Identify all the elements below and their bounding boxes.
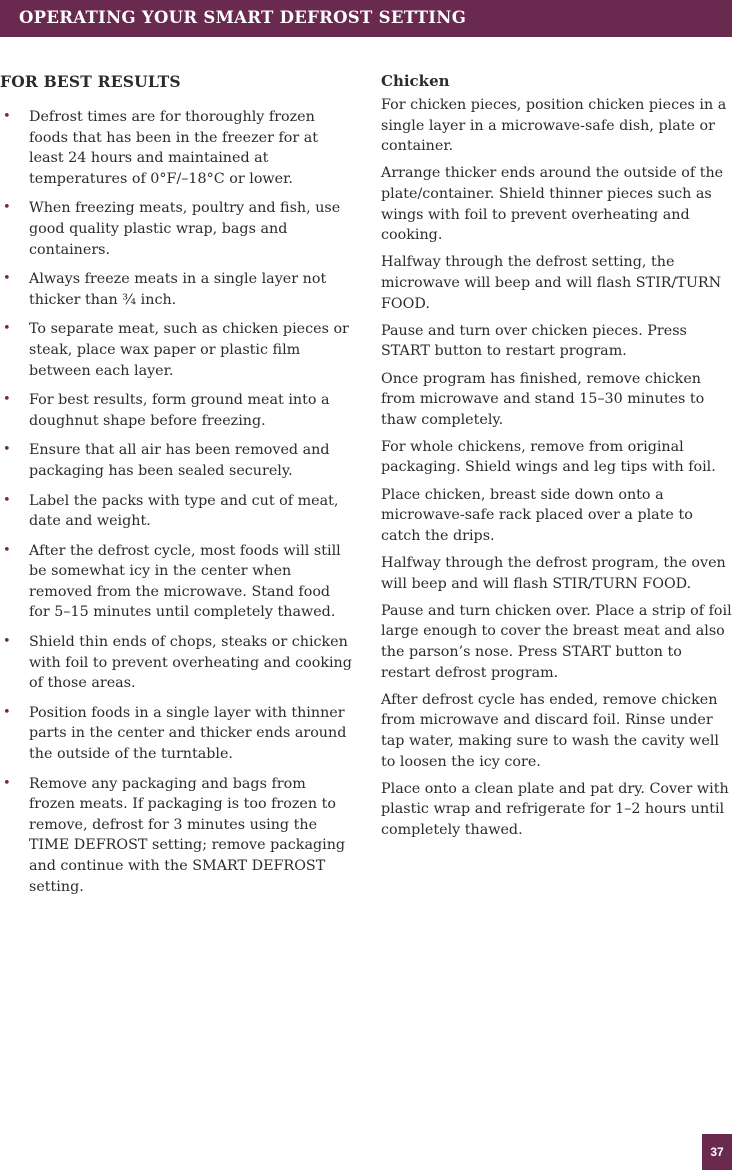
bullet-text: Ensure that all air has been removed and packaging has been sealed securely. xyxy=(29,442,330,479)
bullet-dot-icon: • xyxy=(3,634,11,650)
bullet-item xyxy=(0,703,352,765)
bullet-item xyxy=(0,491,352,532)
chicken-paragraph: For chicken pieces, position chicken pieces in a single layer in a microwave-safe dish, plate or container. xyxy=(381,97,727,155)
bullet-item xyxy=(0,541,352,623)
bullet-item xyxy=(0,319,352,381)
bullet-dot-icon: • xyxy=(3,542,11,558)
bullet-item xyxy=(0,107,352,189)
bullet-text: Position foods in a single layer with thinner parts in the center and thicker ends around the outside of the turntable. xyxy=(29,704,347,763)
chicken-heading: Chicken xyxy=(381,72,450,90)
bullet-text: To separate meat, such as chicken pieces or steak, place wax paper or plastic film between each layer. xyxy=(29,321,349,379)
bullet-dot-icon: • xyxy=(3,321,11,337)
bullet-dot-icon: • xyxy=(3,442,11,458)
bullet-item xyxy=(0,198,352,260)
chicken-paragraph: Place onto a clean plate and pat dry. Cover with plastic wrap and refrigerate for 1–2 hours until completely thawed. xyxy=(381,780,729,838)
chicken-paragraph: For whole chickens, remove from original packaging. Shield wings and leg tips with foil. xyxy=(381,438,716,476)
bullet-dot-icon: • xyxy=(3,200,11,216)
best-results-heading: FOR BEST RESULTS xyxy=(0,72,181,91)
bullet-text: When freezing meats, poultry and fish, use good quality plastic wrap, bags and containers. xyxy=(29,200,341,258)
bullet-item xyxy=(0,632,352,694)
chicken-column xyxy=(381,72,732,847)
chicken-paragraph: Halfway through the defrost setting, the microwave will beep and will flash STIR/TURN FOOD. xyxy=(381,254,722,312)
bullet-dot-icon: • xyxy=(3,392,11,408)
bullet-dot-icon: • xyxy=(3,492,11,508)
best-results-list xyxy=(0,107,352,897)
bullet-text: Defrost times are for thoroughly frozen foods that has been in the freezer for at least 24 hours and maintained at temperatures of 0°F/–18°C or lower. xyxy=(29,109,318,187)
bullet-dot-icon: • xyxy=(3,109,11,124)
chicken-paragraph: Pause and turn over chicken pieces. Press START button to restart program. xyxy=(381,322,687,360)
chicken-paragraph: Halfway through the defrost program, the oven will beep and will flash STIR/TURN FOOD. xyxy=(381,555,726,592)
bullet-item xyxy=(0,440,352,481)
chicken-paragraph: Pause and turn chicken over. Place a strip of foil large enough to cover the breast meat and also the parson’s nose. Press START button to restart defrost program. xyxy=(381,602,732,681)
bullet-dot-icon: • xyxy=(3,704,11,720)
bullet-item xyxy=(0,774,352,898)
bullet-text: Remove any packaging and bags from frozen meats. If packaging is too frozen to remove, defrost for 3 minutes using the TIME DEFROST setting; remove packaging and continue with the SMART DEFROST setting. xyxy=(29,775,346,895)
header-title: OPERATING YOUR SMART DEFROST SETTING xyxy=(19,8,467,27)
bullet-dot-icon: • xyxy=(3,775,11,791)
bullet-text: Shield thin ends of chops, steaks or chicken with foil to prevent overheating and cooking of those areas. xyxy=(29,634,352,692)
chicken-paragraph: Once program has finished, remove chicken from microwave and stand 15–30 minutes to thaw completely. xyxy=(381,370,705,428)
page-number: 37 xyxy=(702,1134,732,1170)
chicken-paragraph: After defrost cycle has ended, remove chicken from microwave and discard foil. Rinse under tap water, making sure to wash the cavity well to loosen the icy core. xyxy=(381,691,719,770)
bullet-dot-icon: • xyxy=(3,271,11,287)
bullet-text: For best results, form ground meat into a doughnut shape before freezing. xyxy=(29,392,330,429)
bullet-item xyxy=(0,390,352,431)
page-header xyxy=(0,0,732,37)
best-results-column xyxy=(0,72,352,906)
chicken-paragraph: Arrange thicker ends around the outside of the plate/container. Shield thinner pieces such as wings with foil to prevent overheating and cooking. xyxy=(381,165,724,244)
chicken-paragraph: Place chicken, breast side down onto a microwave-safe rack placed over a plate to catch the drips. xyxy=(381,486,693,544)
bullet-text: Always freeze meats in a single layer not thicker than ¾ inch. xyxy=(29,271,327,308)
bullet-text: After the defrost cycle, most foods will still be somewhat icy in the center when removed from the microwave. Stand food for 5–15 minutes until completely thawed. xyxy=(29,542,341,621)
bullet-item xyxy=(0,269,352,310)
bullet-text: Label the packs with type and cut of meat, date and weight. xyxy=(29,492,339,530)
